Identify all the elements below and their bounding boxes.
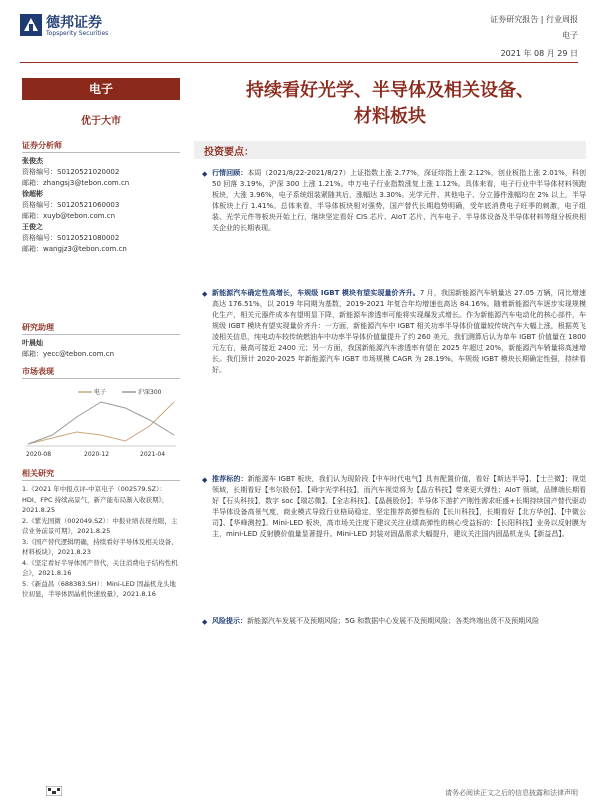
paragraph-text: 新能源车 IGBT 板块，我们认为现阶段【中车时代电气】具有配置价值，看好【斯达半导】、【士兰微】；视觉领域，长期看好【韦尔股份】、【舜宇光学科技】，而汽车视觉将为【晶方科技】带来更大弹性；AIoT 领域，品牌端长期看好【石头科技】，数字 soc【瑞芯微】、【全志科技】、【晶晨股份】；半导体下游扩产刚性需求旺盛+长期持续国产替代驱动半导体设备高景气度，商业模式导致行业格局稳定，坚定推荐高弹性标的【长川科技】，长期看好【北方华创】、【中微公司】、【华峰测控】。Mini-LED 板块，高市场关注度下建议关注业绩高弹性的核心受益标的：【长阳科技】业务以反射膜为主，mini-LED 反射膜价值量显著提升。Mini-LED 封装对固晶需求大幅提升，建议关注国内固晶机龙头【新益昌】。 xyxy=(212,475,586,538)
analyst-name: 王俊之 xyxy=(22,223,43,231)
rating: 优于大市 xyxy=(81,116,121,127)
related-item[interactable]: 2.《紫光国微（002049.SZ）：中报业绩表现亮眼，主营业务前景可期》，2021.8.25 xyxy=(22,516,178,535)
assistant-name: 叶晨灿 xyxy=(22,339,43,347)
company-logo-icon xyxy=(20,14,42,36)
analyst-cert: 资格编号：S0120521060003 xyxy=(22,201,120,209)
related-item[interactable]: 4.《坚定看好半导体国产替代，关注消费电子结构性机会》，2021.8.16 xyxy=(22,558,178,577)
analyst-list xyxy=(22,156,180,255)
bullet-icon: ◆ xyxy=(202,476,208,484)
analyst-name: 张俊杰 xyxy=(22,157,43,165)
paragraph-lead: 风险提示： xyxy=(212,617,247,625)
paragraph-lead: 推荐标的： xyxy=(212,475,248,483)
title-line-1: 持续看好光学、半导体及相关设备、 xyxy=(246,80,534,101)
company-name-en: Topsperity Securities xyxy=(46,30,109,37)
paragraph-risks xyxy=(212,616,586,627)
header-divider xyxy=(20,62,578,63)
header-industry: 电子 xyxy=(562,31,578,40)
analyst-cert: 资格编号：S0120521020002 xyxy=(22,168,120,176)
related-divider xyxy=(22,480,180,481)
analyst-email: 邮箱：wangjz3@tebon.com.cn xyxy=(22,245,127,253)
legend-electronics: 电子 xyxy=(94,389,107,396)
analyst-cert: 资格编号：S0120521080002 xyxy=(22,234,120,242)
assistant-email: 邮箱：yecc@tebon.com.cn xyxy=(22,350,115,358)
company-name: 德邦证券 xyxy=(46,15,102,31)
report-type: 证券研究报告 | 行业周报 xyxy=(490,15,578,24)
bullet-icon: ◆ xyxy=(202,170,208,178)
footer-disclaimer: 请务必阅读正文之后的信息披露和法律声明 xyxy=(445,789,578,797)
paragraph-text: 本周（2021/8/22-2021/8/27）上证指数上涨 2.77%，深证综指上涨 2.12%，创业板指上涨 2.01%，科创 50 回落 3.19%，沪深 300 上涨 1.21%。申万电子行业指数涨复上涨 1.12%。具体来看，电子行业中半导体材料领跑板块，大涨 3.96%，电子系统组装紧随其后，涨幅达 3.30%。光学元件、其他电子、分立器件涨幅均在 2% 以上，半导体板块上行 1.41%。总体来看，半导体板块相对强势，国产替代长期趋势明确，受年底消费电子旺季的刺激，电子组装、光学元件等板块开始上行，继续坚定看好 CIS 芯片、AIoT 芯片、汽车电子、半导体设备及半导体材料等细分板块相关企业的长期表现。 xyxy=(212,169,587,232)
analysts-divider xyxy=(22,152,180,153)
market-heading: 市场表现 xyxy=(22,367,54,376)
analyst-email: 邮箱：zhangsj3@tebon.com.cn xyxy=(22,179,130,187)
assistant-info xyxy=(22,338,180,360)
analyst-email: 邮箱：xuyb@tebon.com.cn xyxy=(22,212,116,220)
x-tick-label: 2020-08 xyxy=(26,451,52,458)
analysts-heading: 证券分析师 xyxy=(22,141,62,150)
x-tick-label: 2020-12 xyxy=(84,451,110,458)
paragraph-lead: 新能源汽车确定性高增长，车规级 IGBT 模块有望实现量价齐升。 xyxy=(212,289,420,297)
report-date: 2021 年 08 月 29 日 xyxy=(500,49,578,58)
qr-code-icon xyxy=(46,786,62,796)
page-title xyxy=(194,78,586,130)
analyst-name: 徐超彬 xyxy=(22,190,43,198)
industry-tag: 电子 xyxy=(22,78,180,100)
x-tick-label: 2021-04 xyxy=(140,451,166,458)
related-item[interactable]: 5.《新益昌（688383.SH）：Mini-LED 固晶机龙头地位初显，半导体固晶机快速放量》，2021.8.16 xyxy=(22,579,176,598)
paragraph-ev-igbt xyxy=(212,288,586,376)
bullet-icon: ◆ xyxy=(202,618,208,626)
title-line-2: 材料板块 xyxy=(354,106,426,127)
assistant-divider xyxy=(22,334,180,335)
paragraph-market-review xyxy=(212,168,586,234)
paragraph-recommendations xyxy=(212,474,586,540)
keypoints-heading: 投资要点： xyxy=(204,147,254,158)
assistant-heading: 研究助理 xyxy=(22,323,54,332)
market-performance-chart xyxy=(22,382,180,460)
related-list xyxy=(22,484,180,600)
paragraph-text: 新能源汽车发展不及预期风险；5G 和数据中心发展不及预期风险；各类终端出货不及预期风险 xyxy=(247,617,540,625)
bullet-icon: ◆ xyxy=(202,290,208,298)
market-divider xyxy=(22,378,180,379)
paragraph-text: 7 月，我国新能源汽车销量达 27.05 万辆，同比增速高达 176.51%，以 2019 年同期为基数，2019-2021 年复合年均增速也高达 84.16%。随着新能源汽车逐步实现规模化生产，相关元器件成本有望明显下降，新能源车渗透率可能将实现爆发式增长。作为新能源汽车电动化的核心部件，车规级 IGBT 模块有望实现量价齐升：一方面，新能源汽车中 IGBT 相关功率半导体价值量较传统汽车大幅上涨，根据英飞凌相关信息，纯电动车较传统燃油车中功率半导体价值量提升了约 260 美元，我们测算后认为单车 IGBT 价值量在 1800 元左右，最高可接近 2400 元；另一方面，我国新能源汽车渗透率有望在 2025 年超过 20%，新能源汽车销量将高速增长。我们预计 2020-2025 年新能源汽车 IGBT 市场规模 CAGR 为 28.19%。车规级 IGBT 模块长期确定性强，持续看好。 xyxy=(212,289,586,374)
related-item[interactable]: 1.《2021 年中报点评-中京电子（002579.SZ）：HDI、FPC 持续高景气，新产能布局渐入收获期》，2021.8.25 xyxy=(22,485,169,514)
legend-hs300: 沪深300 xyxy=(138,389,162,396)
paragraph-lead: 行情回顾： xyxy=(212,169,248,177)
series-line-1 xyxy=(28,402,174,444)
related-heading: 相关研究 xyxy=(22,469,54,478)
related-item[interactable]: 3.《国产替代逻辑明确，持续看好半导体及相关设备、材料板块》，2021.8.23 xyxy=(22,537,178,556)
